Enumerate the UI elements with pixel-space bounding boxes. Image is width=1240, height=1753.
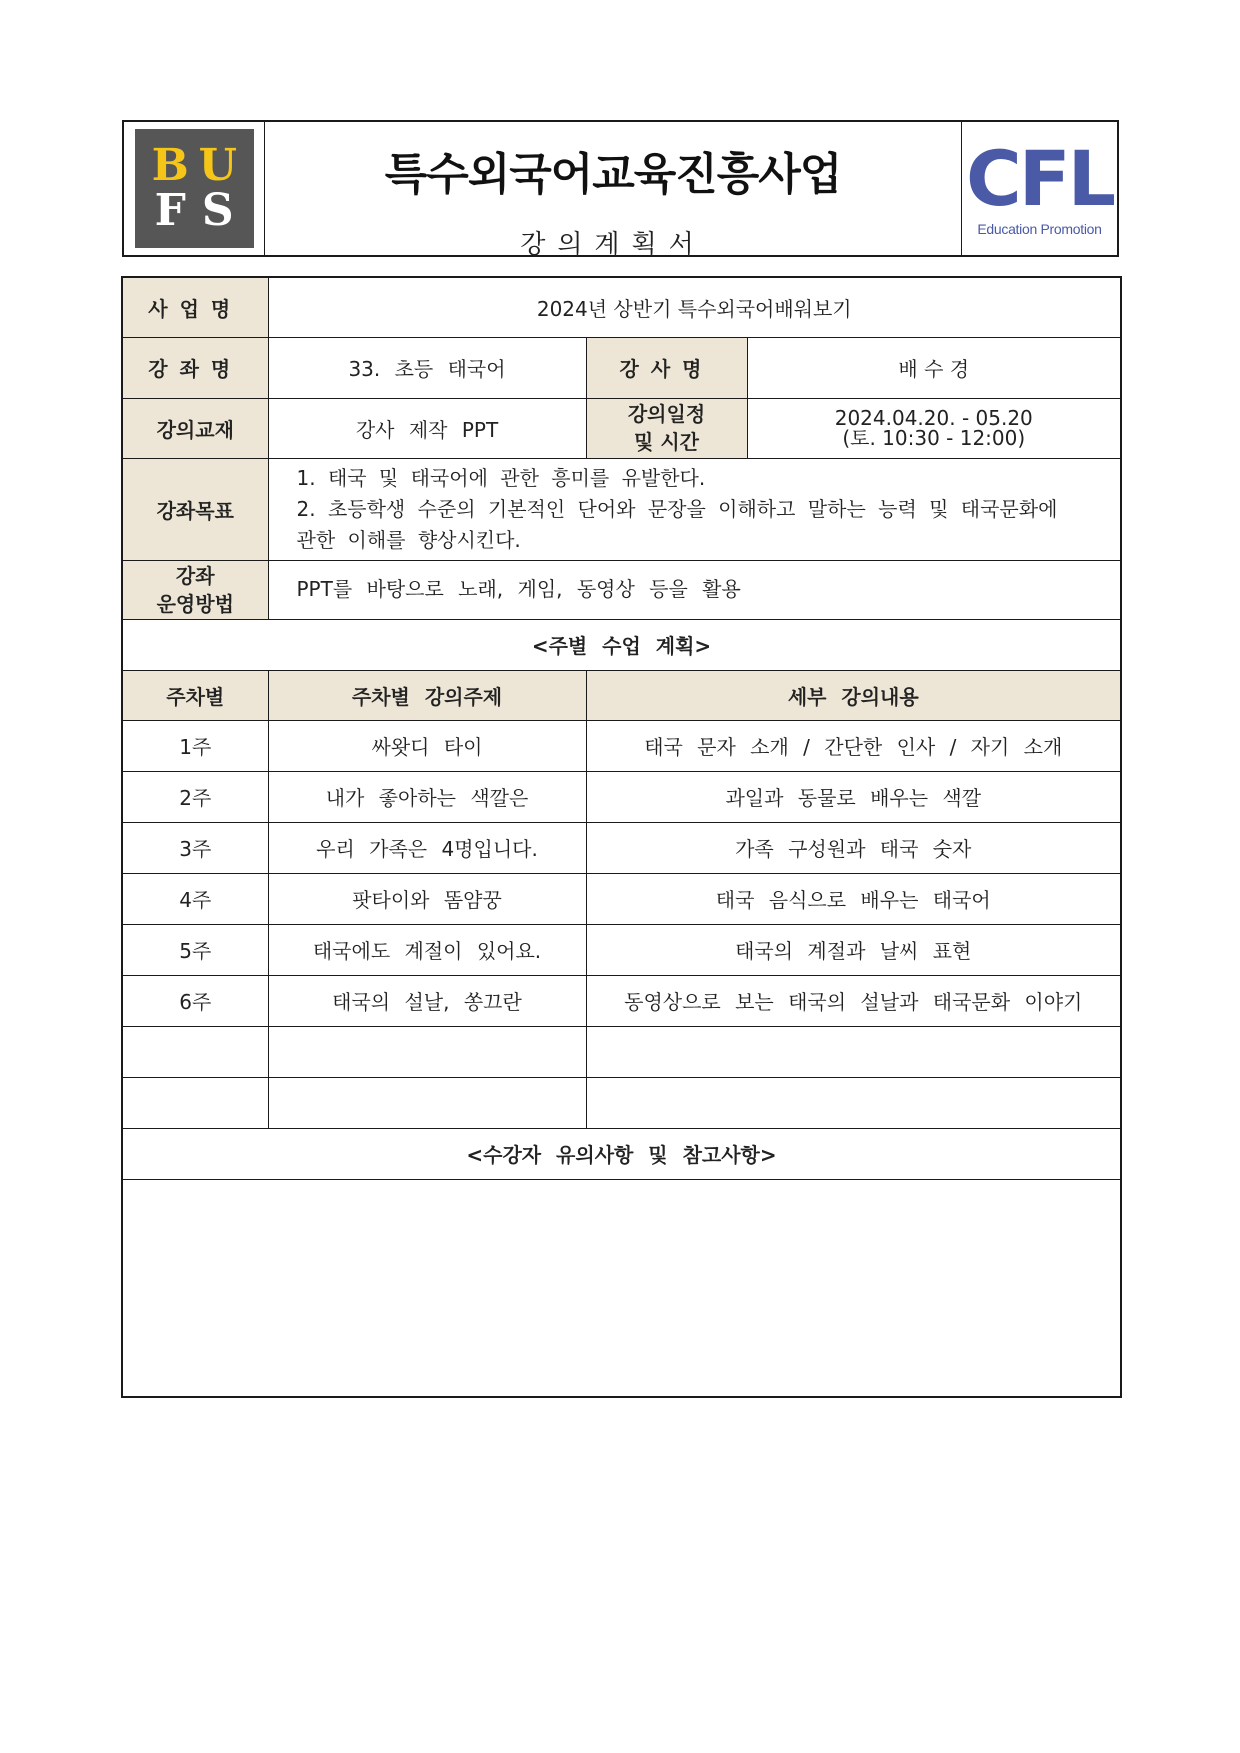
header-title-cell <box>265 122 962 260</box>
week-cell: 2주 <box>122 771 268 822</box>
detail-cell: 태국의 계절과 날씨 표현 <box>586 924 1121 975</box>
detail-cell: 과일과 동물로 배우는 색깔 <box>586 771 1121 822</box>
bufs-logo-letter: B <box>151 139 189 191</box>
table-row <box>122 771 1121 822</box>
detail-cell <box>586 1077 1121 1128</box>
project-row <box>122 277 1121 337</box>
notes-row <box>122 1179 1121 1397</box>
table-row <box>122 822 1121 873</box>
goal-line: 1. 태국 및 태국어에 관한 흥미를 유발한다. <box>296 465 706 490</box>
topic-column-header: 주차별 강의주제 <box>268 670 586 720</box>
cfl-logo-cell <box>962 122 1117 255</box>
course-plan-table <box>121 276 1122 1398</box>
course-label: 강좌명 <box>122 337 268 398</box>
schedule-time: (토. 10:30 - 12:00) <box>842 426 1026 450</box>
detail-cell: 가족 구성원과 태국 숫자 <box>586 822 1121 873</box>
project-value: 2024년 상반기 특수외국어배워보기 <box>268 277 1121 337</box>
method-label-line: 운영방법 <box>156 591 234 616</box>
method-label-line: 강좌 <box>175 563 215 588</box>
schedule-label-line: 및 시간 <box>634 430 699 454</box>
textbook-value: 강사 제작 PPT <box>268 398 586 458</box>
weekly-section-row <box>122 619 1121 670</box>
textbook-label: 강의교재 <box>122 398 268 458</box>
week-cell <box>122 1077 268 1128</box>
topic-cell: 팟타이와 똠얌꿍 <box>268 873 586 924</box>
topic-cell <box>268 1026 586 1077</box>
notes-section-row <box>122 1128 1121 1179</box>
topic-cell: 우리 가족은 4명입니다. <box>268 822 586 873</box>
topic-cell: 태국에도 계절이 있어요. <box>268 924 586 975</box>
week-cell: 4주 <box>122 873 268 924</box>
week-cell <box>122 1026 268 1077</box>
table-row <box>122 924 1121 975</box>
bufs-logo-cell <box>124 122 265 255</box>
goal-line: 관한 이해를 향상시킨다. <box>296 527 521 552</box>
weekly-header-row <box>122 670 1121 720</box>
table-row <box>122 1026 1121 1077</box>
table-row <box>122 873 1121 924</box>
topic-cell <box>268 1077 586 1128</box>
bufs-logo-letter: U <box>198 139 237 191</box>
instructor-value: 배 수 경 <box>747 337 1121 398</box>
cfl-logo-tagline: Education Promotion <box>977 220 1102 237</box>
detail-column-header: 세부 강의내용 <box>586 670 1121 720</box>
detail-cell <box>586 1026 1121 1077</box>
week-cell: 5주 <box>122 924 268 975</box>
week-cell: 3주 <box>122 822 268 873</box>
table-row <box>122 720 1121 771</box>
detail-cell: 태국 음식으로 배우는 태국어 <box>586 873 1121 924</box>
detail-cell: 동영상으로 보는 태국의 설날과 태국문화 이야기 <box>586 975 1121 1026</box>
goal-value <box>268 458 1121 560</box>
schedule-dates: 2024.04.20. - 05.20 <box>834 406 1033 430</box>
bufs-logo <box>135 129 254 248</box>
bufs-logo-letter: S <box>201 185 234 237</box>
project-label: 사업명 <box>122 277 268 337</box>
week-column-header: 주차별 <box>122 670 268 720</box>
document-header <box>122 120 1119 260</box>
schedule-label <box>586 398 747 458</box>
instructor-label: 강사명 <box>586 337 747 398</box>
notes-content <box>122 1179 1121 1397</box>
notes-section-title: <수강자 유의사항 및 참고사항> <box>122 1128 1121 1179</box>
goal-line: 2. 초등학생 수준의 기본적인 단어와 문장을 이해하고 말하는 능력 및 태국문화에 <box>296 496 1058 521</box>
course-value: 33. 초등 태국어 <box>268 337 586 398</box>
cfl-logo <box>965 133 1114 237</box>
method-label <box>122 560 268 619</box>
week-cell: 1주 <box>122 720 268 771</box>
table-row <box>122 1077 1121 1128</box>
document-title: 특수외국어교육진흥사업 <box>384 149 842 200</box>
schedule-label-line: 강의일정 <box>627 402 706 426</box>
cfl-logo-letters: CFL <box>965 133 1114 223</box>
topic-cell: 태국의 설날, 쏭끄란 <box>268 975 586 1026</box>
method-row <box>122 560 1121 619</box>
goal-row <box>122 458 1121 560</box>
detail-cell: 태국 문자 소개 / 간단한 인사 / 자기 소개 <box>586 720 1121 771</box>
week-cell: 6주 <box>122 975 268 1026</box>
bufs-logo-letter: F <box>154 185 186 237</box>
schedule-value <box>747 398 1121 458</box>
textbook-row <box>122 398 1121 458</box>
topic-cell: 내가 좋아하는 색깔은 <box>268 771 586 822</box>
document-subtitle: 강의계획서 <box>520 230 706 260</box>
goal-label: 강좌목표 <box>122 458 268 560</box>
method-value: PPT를 바탕으로 노래, 게임, 동영상 등을 활용 <box>268 560 1121 619</box>
weekly-section-title: <주별 수업 계획> <box>122 619 1121 670</box>
course-row <box>122 337 1121 398</box>
topic-cell: 싸왓디 타이 <box>268 720 586 771</box>
table-row <box>122 975 1121 1026</box>
